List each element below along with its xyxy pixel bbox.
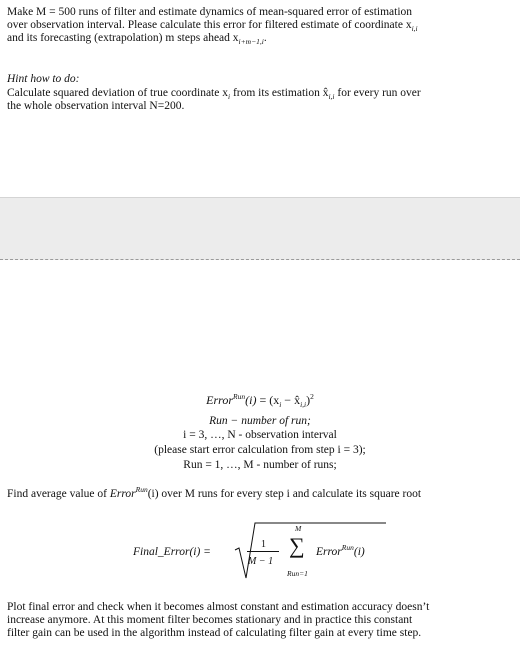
dashed-divider — [0, 259, 520, 260]
fraction-bar — [247, 551, 279, 552]
fraction-denominator: M − 1 — [248, 556, 274, 567]
intro-line-3-subscript: i+m−1,i — [238, 37, 264, 46]
run-definition: Run − number of run; — [209, 415, 311, 427]
hint-title: Hint how to do: — [7, 73, 80, 85]
gray-band — [0, 197, 520, 260]
error-formula: Error$^{Run}$(i) = ($x_i$ − $x̂_{i,i})^2$ — [206, 392, 314, 409]
hint-line-2: the whole observation interval N=200. — [7, 100, 185, 112]
plot-line-1: Plot final error and check when it becomes almost constant and estimation accuracy doesn’t — [7, 601, 430, 613]
intro-paragraph — [7, 6, 513, 45]
runs-definition: Run = 1, …, M - number of runs; — [183, 459, 337, 471]
plot-line-2: increase anymore. At this moment filter becomes stationary and in practice this constant — [7, 614, 413, 626]
start-note: (please start error calculation from step i = 3); — [154, 444, 366, 456]
plot-line-3: filter gain can be used in the algorithm instead of calculating filter gain at every time step. — [7, 627, 422, 639]
intro-line-2-subscript: i,i — [411, 24, 418, 33]
hint-line-1: Calculate squared deviation of true coordinate $x_i$ from its estimation $x̂_{i,i}$ for every run over — [7, 87, 421, 101]
sum-lower-limit: Run=1 — [287, 569, 308, 578]
average-instruction: Find average value of Error$^{Run}$(i) over M runs for every step i and calculate its square root — [7, 485, 422, 500]
fraction-numerator: 1 — [261, 539, 266, 550]
intro-line-1: Make M = 500 runs of filter and estimate dynamics of mean-squared error of estimation — [7, 6, 413, 18]
sum-term: Error$^{Run}$(i) — [316, 543, 365, 558]
interval-definition: i = 3, …, N - observation interval — [183, 429, 337, 441]
plot-instruction — [7, 601, 513, 640]
intro-line-3: and its forecasting (extrapolation) m steps ahead $x_{i+m-1,i}$. — [7, 32, 267, 46]
sum-upper-limit: M — [295, 524, 302, 533]
intro-line-2: over observation interval. Please calculate this error for filtered estimate of coordinate $x_{i,i}$ — [7, 19, 418, 33]
final-error-lhs: Final_Error(i) = — [133, 546, 211, 558]
sigma-symbol: ∑ — [289, 533, 305, 558]
hint-paragraph — [7, 87, 513, 113]
